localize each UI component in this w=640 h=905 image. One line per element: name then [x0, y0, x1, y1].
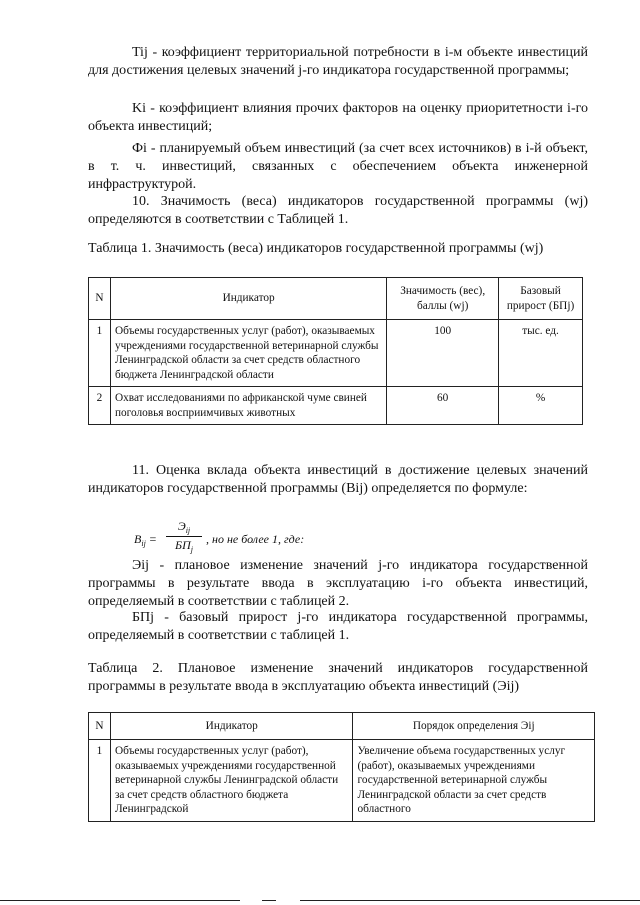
formula-fraction: $Э_{ij}$ $БП_j$: [166, 519, 202, 554]
table1-caption: Таблица 1. Значимость (веса) индикаторов государственной программы (wj): [88, 241, 544, 256]
table2-header-n: N: [89, 713, 111, 740]
table2-header-row: [89, 713, 595, 740]
table-row: [89, 387, 583, 425]
table2-header-method: Порядок определения Эij: [353, 713, 595, 740]
table2-cell-method: Увеличение объема государственных услуг (работ), оказываемых учреждениями государственной ветеринарной службы Ленинградской области за счет средств областного: [353, 740, 595, 822]
table1-cell-n: 1: [89, 320, 111, 387]
table-1: [88, 277, 583, 425]
table2-header-indicator: Индикатор: [110, 713, 353, 740]
table2-cell-indicator: Объемы государственных услуг (работ), оказываемых учреждениями государственной ветеринарной службы Ленинградской области за счет средств областного бюджета Ленинградской: [110, 740, 353, 822]
bottom-rule-mark: [262, 900, 276, 901]
bottom-rule-left: [0, 900, 240, 901]
table-2: [88, 712, 595, 822]
table1-header-indicator: Индикатор: [110, 278, 386, 320]
table1-cell-indicator: Объемы государственных услуг (работ), оказываемых учреждениями государственной ветеринарной службы Ленинградской области за счет средств областного бюджета Ленинградской области: [110, 320, 386, 387]
clause-10: 10. Значимость (веса) индикаторов государственной программы (wj) определяются в соответствии с Таблицей 1.: [88, 194, 588, 227]
table2-caption: Таблица 2. Плановое изменение значений индикаторов государственной программы в результате ввода в эксплуатацию объекта инвестиций (Эij): [88, 661, 588, 694]
table1-header-n: N: [89, 278, 111, 320]
table1-cell-weight: 60: [387, 387, 499, 425]
table-row: [89, 740, 595, 822]
table1-header-row: [89, 278, 583, 320]
clause-11: 11. Оценка вклада объекта инвестиций в достижение целевых значений индикаторов государственной программы (Bij) определяется по формуле:: [88, 463, 588, 496]
bottom-rule-right: [300, 900, 640, 901]
table1-header-weight: Значимость (вес), баллы (wj): [387, 278, 499, 320]
formula-condition: , но не более 1, где:: [206, 532, 305, 546]
definition-eij: Эij - плановое изменение значений j-го индикатора государственной программы в результате ввода в эксплуатацию i-го объекта инвестиций, определяемый в соответствии с таблицей 2.: [88, 558, 588, 609]
table1-header-base-growth: Базовый прирост (БПj): [499, 278, 583, 320]
table-row: [89, 320, 583, 387]
table2-cell-n: 1: [89, 740, 111, 822]
table1-cell-base-growth: тыс. ед.: [499, 320, 583, 387]
definition-bpj: БПj - базовый прирост j-го индикатора государственной программы, определяемый в соответствии с таблицей 1.: [88, 610, 588, 643]
definition-fi: Фi - планируемый объем инвестиций (за счет всех источников) в i-й объект, в т. ч. инвестиций, связанных с обеспечением объекта инженерной инфраструктурой.: [88, 141, 588, 192]
definition-ki: Ki - коэффициент влияния прочих факторов на оценку приоритетности i-го объекта инвестиций;: [88, 101, 588, 134]
table1-cell-weight: 100: [387, 320, 499, 387]
table1-cell-indicator: Охват исследованиями по африканской чуме свиней поголовья восприимчивых животных: [110, 387, 386, 425]
definition-tij: Tij - коэффициент территориальной потребности в i-м объекте инвестиций для достижения целевых значений j-го индикатора государственной программы;: [88, 45, 588, 78]
table1-cell-n: 2: [89, 387, 111, 425]
table1-cell-base-growth: %: [499, 387, 583, 425]
formula-lhs: $B_{ij}$ =: [134, 532, 157, 548]
